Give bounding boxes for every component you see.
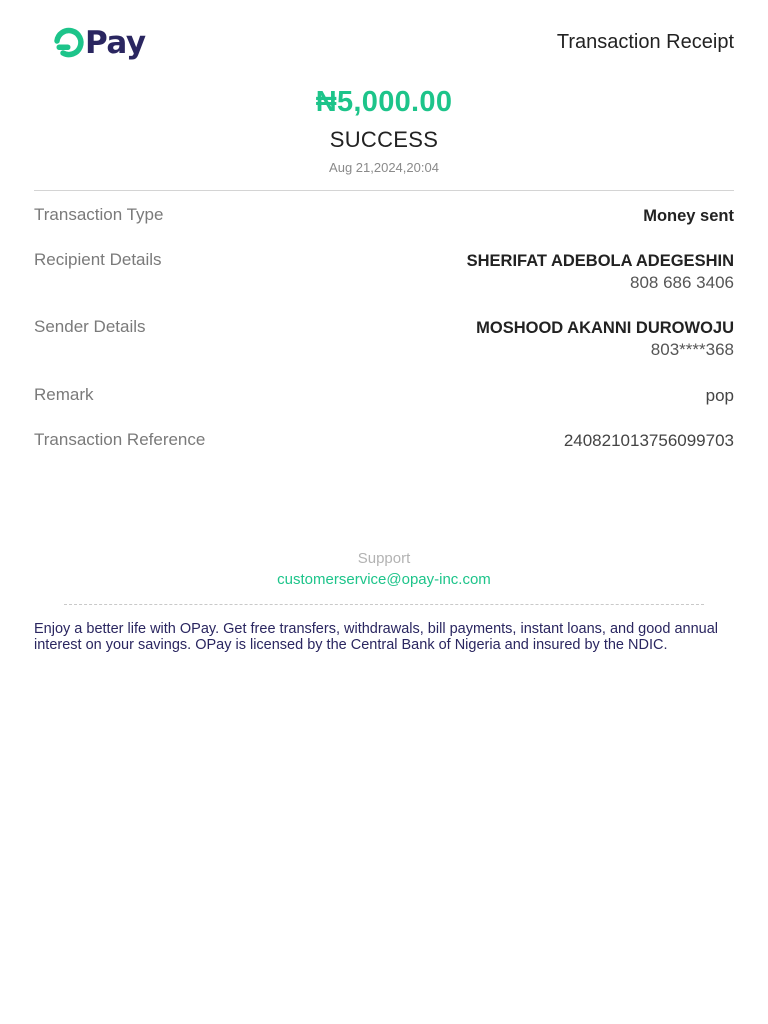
support-label: Support — [357, 550, 411, 567]
detail-value — [476, 317, 734, 361]
sender-account: 803****368 — [650, 340, 734, 359]
detail-label: Transaction Type — [34, 205, 164, 224]
detail-value — [706, 385, 734, 407]
remark-value: pop — [705, 386, 734, 405]
dashed-divider — [64, 604, 704, 605]
reference-value: 240821013756099703 — [563, 431, 734, 450]
recipient-name: SHERIFAT ADEBOLA ADEGESHIN — [466, 252, 734, 270]
detail-label: Sender Details — [34, 317, 146, 336]
detail-label: Recipient Details — [34, 250, 162, 269]
recipient-account: 808 686 3406 — [630, 273, 734, 292]
transaction-type-value: Money sent — [643, 207, 734, 225]
sender-name: MOSHOOD AKANNI DUROWOJU — [476, 319, 734, 337]
support-email-link[interactable]: customerservice@opay-inc.com — [277, 571, 491, 588]
logo-wordmark: Pay — [85, 25, 146, 61]
footer-disclaimer: Enjoy a better life with OPay. Get free transfers, withdrawals, bill payments, instant loans, and good annual interest on your savings. OPay is licensed by the Central Bank of Nigeria and insured by the NDIC. — [34, 621, 719, 653]
detail-value — [467, 250, 734, 294]
detail-value — [564, 430, 734, 452]
opay-logo-icon — [52, 26, 86, 60]
page-title: Transaction Receipt — [556, 31, 734, 53]
transaction-timestamp: Aug 21,2024,20:04 — [329, 160, 439, 175]
opay-logo — [52, 26, 146, 60]
transaction-amount: ₦5,000.00 — [315, 86, 453, 118]
detail-label: Transaction Reference — [34, 430, 206, 449]
detail-value — [643, 205, 734, 227]
receipt-header — [0, 0, 768, 80]
detail-label: Remark — [34, 385, 94, 404]
transaction-status: SUCCESS — [329, 127, 439, 152]
summary-divider — [34, 190, 734, 191]
